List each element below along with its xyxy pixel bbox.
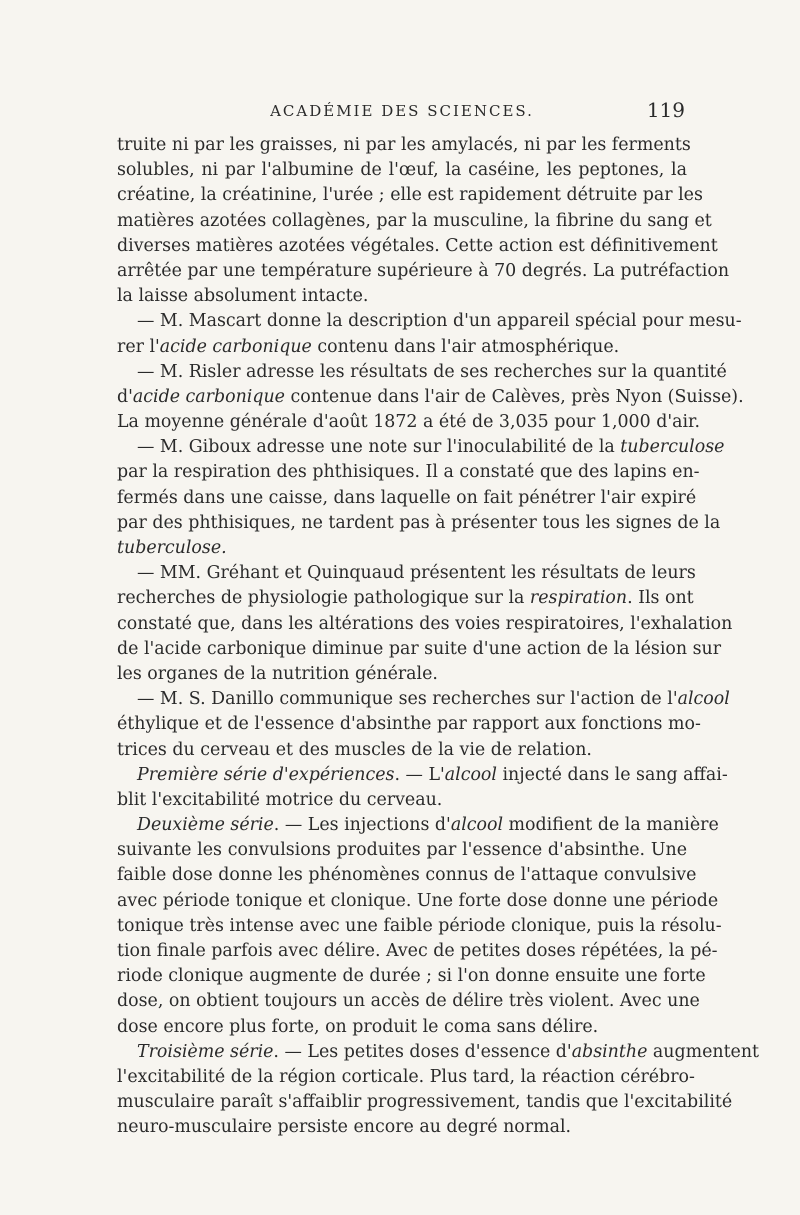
italic-term: acide carbonique: [159, 336, 312, 357]
text-run: . — Les injections d': [273, 815, 451, 836]
text-run: créatine, la créatinine, l'urée ; elle est rapidement détruite par les: [117, 185, 703, 206]
body-text: [117, 133, 760, 1141]
text-line: [117, 309, 742, 334]
text-line: [117, 813, 719, 838]
text-line: [117, 259, 730, 284]
text-line: [117, 1115, 687, 1140]
text-run: . Ils ont: [627, 588, 694, 609]
text-line: [117, 158, 687, 183]
text-run: musculaire paraît s'affaiblir progressivement, tandis que l'excitabilité: [117, 1092, 733, 1113]
text-run: neuro-musculaire persiste encore au degré normal.: [117, 1117, 572, 1138]
text-run: modifient de la manière: [503, 815, 719, 836]
page-header: [117, 96, 687, 126]
text-run: — M. Giboux adresse une note sur l'inoculabilité de la: [137, 437, 621, 458]
text-line: [117, 410, 700, 435]
text-line: [117, 536, 687, 561]
text-line: [117, 637, 722, 662]
text-line: [117, 989, 700, 1014]
text-run: . — L': [394, 764, 445, 785]
italic-term: acide carbonique: [132, 386, 285, 407]
text-run: trices du cerveau et des muscles de la vie de relation.: [117, 739, 592, 760]
text-run: faible dose donne les phénomènes connus de l'attaque convulsive: [117, 865, 697, 886]
running-title: ACADÉMIE DES SCIENCES.: [270, 102, 534, 120]
text-run: solubles, ni par l'albumine de l'œuf, la caséine, les peptones, la: [117, 160, 687, 181]
text-line: [117, 460, 700, 485]
text-run: avec période tonique et clonique. Une forte dose donne une période: [117, 890, 719, 911]
text-line: [117, 586, 694, 611]
text-line: [117, 712, 701, 737]
text-line: [117, 964, 706, 989]
text-run: l'excitabilité de la région corticale. Plus tard, la réaction cérébro-: [117, 1066, 695, 1087]
page-number: 119: [646, 98, 685, 122]
italic-term: alcool: [444, 764, 497, 785]
text-run: fermés dans une caisse, dans laquelle on fait pénétrer l'air expiré: [117, 487, 697, 508]
italic-term: Première série d'expériences: [137, 764, 395, 785]
text-run: tion finale parfois avec délire. Avec de petites doses répétées, la pé-: [117, 941, 718, 961]
text-run: diverses matières azotées végétales. Cette action est définitivement: [117, 235, 718, 256]
text-line: [117, 133, 691, 158]
text-run: dose, on obtient toujours un accès de délire très violent. Avec une: [117, 991, 700, 1012]
text-run: . — Les petites doses d'essence d': [273, 1041, 572, 1062]
text-line: [117, 914, 722, 939]
text-run: rer l': [117, 336, 160, 357]
text-line: [117, 838, 687, 863]
text-run: — MM. Gréhant et Quinquaud présentent les résultats de leurs: [137, 563, 696, 584]
text-line: [117, 385, 744, 410]
italic-term: tuberculose.: [117, 538, 227, 558]
text-run: éthylique et de l'essence d'absinthe par rapport aux fonctions mo-: [117, 714, 701, 735]
text-run: par la respiration des phthisiques. Il a constaté que des lapins en-: [117, 462, 700, 483]
text-run: — M. S. Danillo communique ses recherches sur l'action de l': [137, 689, 678, 710]
text-run: blit l'excitabilité motrice du cerveau.: [117, 789, 443, 810]
text-run: — M. Risler adresse les résultats de ses recherches sur la quantité: [137, 361, 727, 382]
text-line: [117, 360, 727, 385]
italic-term: tuberculose: [620, 437, 725, 458]
text-line: [117, 1040, 760, 1065]
text-line: [117, 788, 687, 813]
text-run: les organes de la nutrition générale.: [117, 663, 438, 684]
text-line: [117, 889, 719, 914]
text-run: truite ni par les graisses, ni par les amylacés, ni par les ferments: [117, 135, 691, 155]
text-line: [117, 1065, 695, 1090]
text-line: [117, 763, 728, 788]
text-line: [117, 284, 687, 309]
text-run: augmentent: [647, 1041, 760, 1062]
text-line: [117, 561, 696, 586]
text-line: [117, 1090, 733, 1115]
text-line: [117, 863, 697, 888]
text-line: [117, 738, 687, 763]
italic-term: Troisième série: [137, 1041, 274, 1062]
text-run: d': [117, 386, 133, 407]
text-line: [117, 486, 697, 511]
text-line: [117, 687, 730, 712]
text-run: dose encore plus forte, on produit le coma sans délire.: [117, 1016, 599, 1037]
italic-term: absinthe: [571, 1041, 648, 1062]
italic-term: respiration: [529, 588, 628, 609]
text-line: [117, 209, 712, 234]
text-run: constaté que, dans les altérations des voies respiratoires, l'exhalation: [117, 613, 733, 634]
text-line: [117, 939, 718, 964]
text-line: [117, 335, 687, 360]
text-line: [117, 511, 721, 536]
text-run: contenue dans l'air de Calèves, près Nyon (Suisse).: [284, 386, 744, 407]
italic-term: Deuxième série: [137, 815, 274, 836]
text-line: [117, 662, 687, 687]
text-line: [117, 1015, 687, 1040]
text-run: contenu dans l'air atmosphérique.: [311, 336, 620, 357]
text-run: riode clonique augmente de durée ; si l'on donne ensuite une forte: [117, 966, 706, 987]
text-run: suivante les convulsions produites par l'essence d'absinthe. Une: [117, 840, 687, 861]
text-run: arrêtée par une température supérieure à 70 degrés. La putréfaction: [117, 260, 730, 281]
italic-term: alcool: [450, 815, 504, 836]
text-run: La moyenne générale d'août 1872 a été de 3,035 pour 1,000 d'air.: [117, 412, 700, 433]
text-line: [117, 183, 703, 208]
text-line: [117, 234, 718, 259]
text-run: de l'acide carbonique diminue par suite d'une action de la lésion sur: [117, 638, 722, 659]
text-run: recherches de physiologie pathologique sur la: [117, 588, 530, 609]
text-run: tonique très intense avec une faible période clonique, puis la résolu-: [117, 915, 722, 936]
italic-term: alcool: [677, 689, 730, 710]
text-run: injecté dans le sang affai-: [496, 764, 728, 785]
text-run: — M. Mascart donne la description d'un appareil spécial pour mesu-: [137, 311, 742, 332]
text-run: par des phthisiques, ne tardent pas à présenter tous les signes de la: [117, 512, 721, 533]
text-run: matières azotées collagènes, par la musculine, la fibrine du sang et: [117, 210, 712, 231]
text-line: [117, 612, 733, 637]
text-line: [117, 435, 725, 460]
text-run: la laisse absolument intacte.: [117, 286, 369, 307]
